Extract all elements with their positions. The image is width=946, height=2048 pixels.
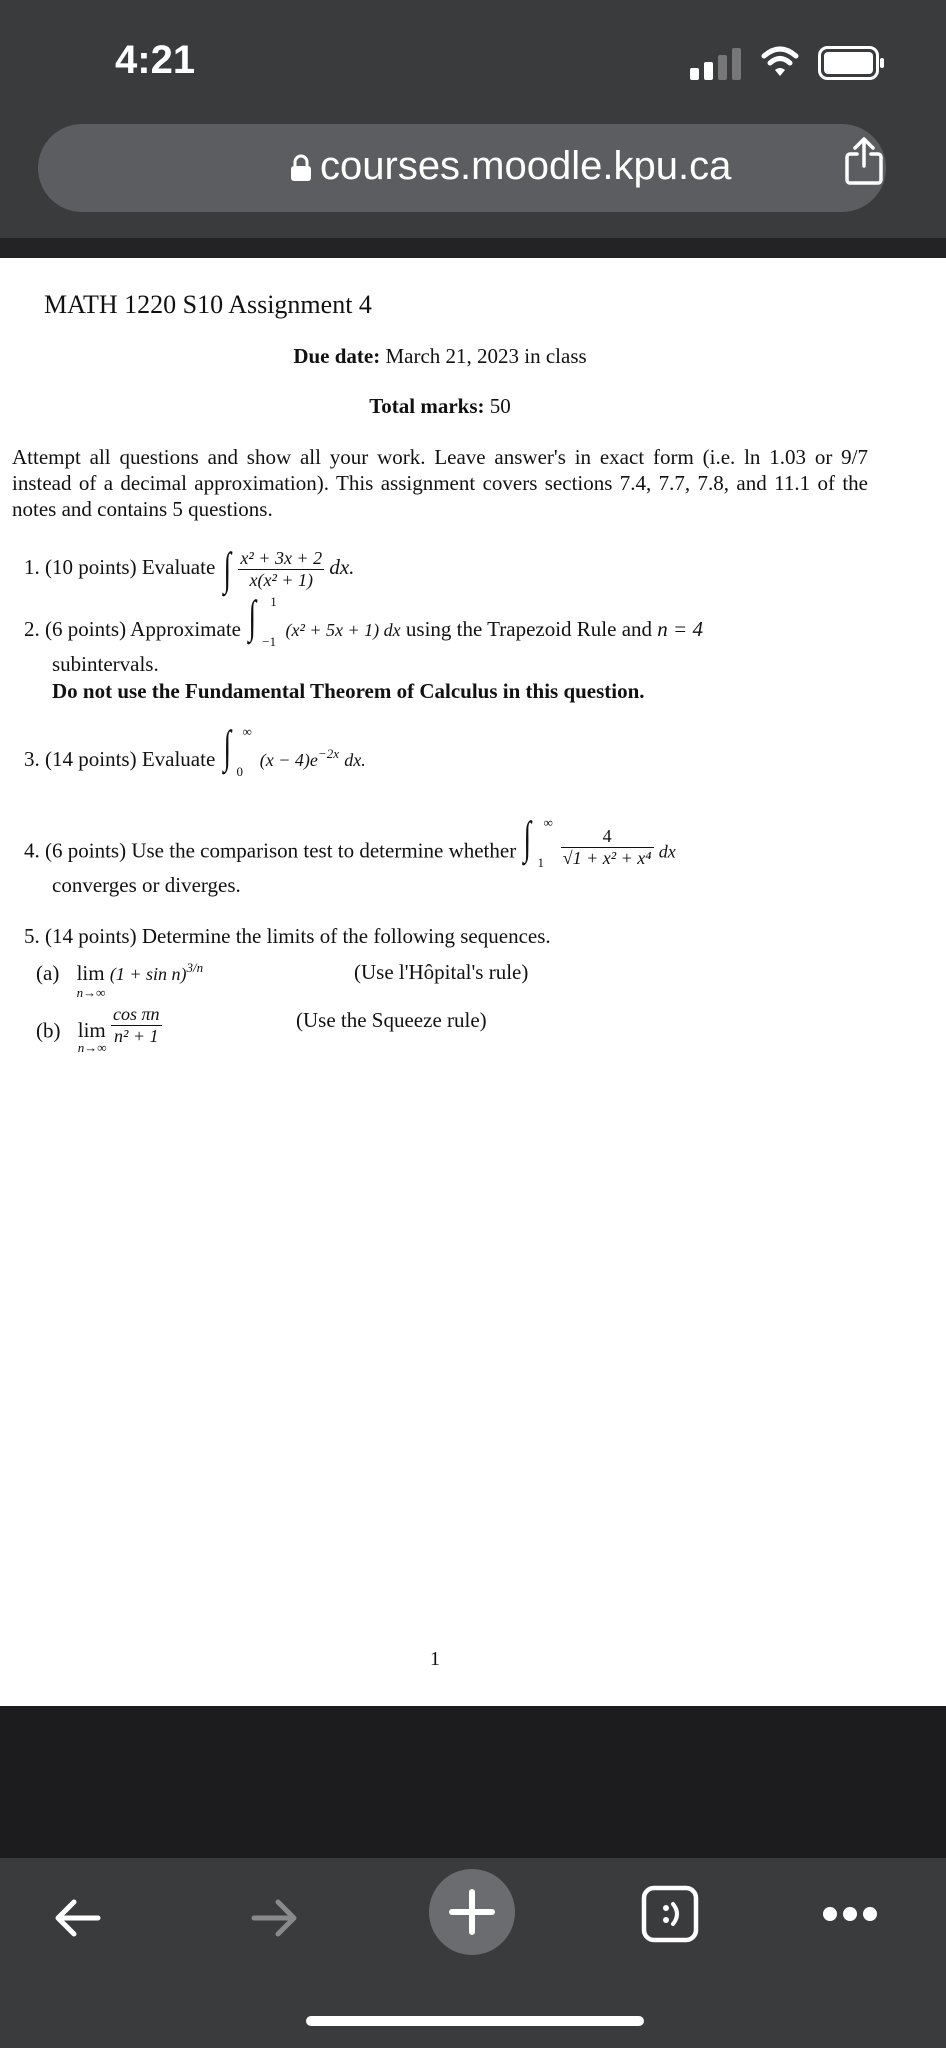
q3-integral [221,721,255,779]
q1-tail: dx. [329,554,355,579]
clock: 4:21 [115,38,196,82]
toolbar-divider [0,238,946,258]
page-number: 1 [430,1648,440,1670]
q4-tail: dx [658,841,676,862]
total-label: Total marks: [369,394,485,418]
back-arrow-icon[interactable] [48,1888,108,1948]
q5a-lim: lim [76,961,105,985]
q4-integral [521,812,555,871]
q2-n: n = 4 [657,617,703,641]
total-marks [0,394,880,419]
q2-line2: subintervals. [52,652,159,676]
question-4 [24,812,904,898]
share-icon[interactable] [844,136,884,186]
q4-lower-bound: 1 [537,855,544,871]
q2-number: 2. [24,617,40,641]
q4-line2: converges or diverges. [52,873,241,897]
q5a-expr: (1 + sin n) [109,964,187,984]
q3-lower-bound: 0 [236,764,244,779]
q4-text: (6 points) Use the comparison test to determine whether [45,838,517,863]
q2-integrand: (x² + 5x + 1) dx [285,620,401,640]
q2-integral [246,591,280,649]
status-bar [0,0,946,110]
viewer-background [0,1706,946,1858]
q2-lower-bound: −1 [262,634,277,649]
q5-part-a [36,960,204,1000]
q5b-label: (b) [36,1018,61,1043]
integral-sign-icon: ∫ [223,721,231,772]
q5b-denominator: n² + 1 [114,1026,159,1046]
forward-arrow-icon[interactable] [244,1888,304,1948]
more-menu-icon[interactable] [820,1902,880,1926]
integral-sign-icon: ∫ [223,543,231,594]
q5b-fraction [111,1004,162,1047]
q3-integrand: (x − 4)e [259,750,318,770]
q3-tail: dx. [344,750,366,770]
q3-number: 3. [24,747,40,771]
integral-sign-icon: ∫ [248,591,257,642]
q5a-label: (a) [36,961,60,985]
q5b-hint: (Use the Squeeze rule) [296,1008,487,1032]
due-date [0,344,880,369]
q5a-limit [76,961,106,1000]
q2-rest: using the Trapezoid Rule and [405,617,653,641]
integral-sign-icon: ∫ [523,812,532,864]
total-value: 50 [489,394,511,418]
assignment-title: MATH 1220 S10 Assignment 4 [44,290,372,319]
q5b-lim: lim [77,1018,106,1043]
q2-text: (6 points) Approximate [45,617,241,641]
q5a-hint: (Use l'Hôpital's rule) [354,960,529,984]
home-indicator[interactable] [306,2016,644,2026]
tabs-switcher-icon[interactable] [640,1884,700,1944]
wifi-icon [760,44,800,80]
q3-upper-bound: ∞ [242,724,252,739]
q3-exponent: −2x [317,746,339,761]
q1-denominator: x(x² + 1) [249,569,313,590]
battery-icon [818,46,886,80]
q5a-exp: 3/n [186,960,204,975]
due-label: Due date: [293,344,381,368]
q1-fraction [238,548,324,591]
q4-denominator: √1 + x² + x⁴ [562,848,652,868]
browser-address-area [0,110,946,238]
q5b-numerator: cos πn [113,1004,160,1024]
q5a-sub: n→∞ [76,985,106,1000]
instructions: Attempt all questions and show all your work. Leave answer's in exact form (i.e. ln 1.03 or 9/7 instead of a decimal approximation). This assignment covers sections 7.4, 7.7, 7.8, and 11.1 of the notes and contains 5 questions. [12,445,868,521]
q1-number: 1. [24,554,40,579]
due-value: March 21, 2023 in class [385,344,587,368]
address-bar[interactable] [38,124,886,212]
q3-text: (14 points) Evaluate [45,747,216,771]
q2-note: Do not use the Fundamental Theorem of Calculus in this question. [52,679,645,703]
pdf-page [0,258,946,1706]
q1-numerator: x² + 3x + 2 [240,547,323,568]
url-text[interactable]: courses.moodle.kpu.ca [320,144,732,188]
new-tab-plus-icon[interactable] [428,1868,516,1956]
q5b-sub: n→∞ [77,1040,107,1056]
q5-part-b [36,1004,162,1056]
q1-text: (10 points) Evaluate [45,554,216,579]
q5-text: (14 points) Determine the limits of the following sequences. [45,924,551,948]
question-2 [24,591,884,704]
q4-numerator: 4 [561,826,654,848]
q2-upper-bound: 1 [270,594,277,609]
question-5 [24,924,904,949]
cellular-signal-icon [690,48,760,80]
question-3 [24,721,366,779]
q4-number: 4. [24,838,40,863]
q4-fraction [561,826,654,869]
q5-number: 5. [24,924,40,948]
lock-icon [290,154,312,182]
q5b-limit [77,1018,107,1056]
q4-upper-bound: ∞ [543,815,553,831]
question-1 [24,543,355,594]
